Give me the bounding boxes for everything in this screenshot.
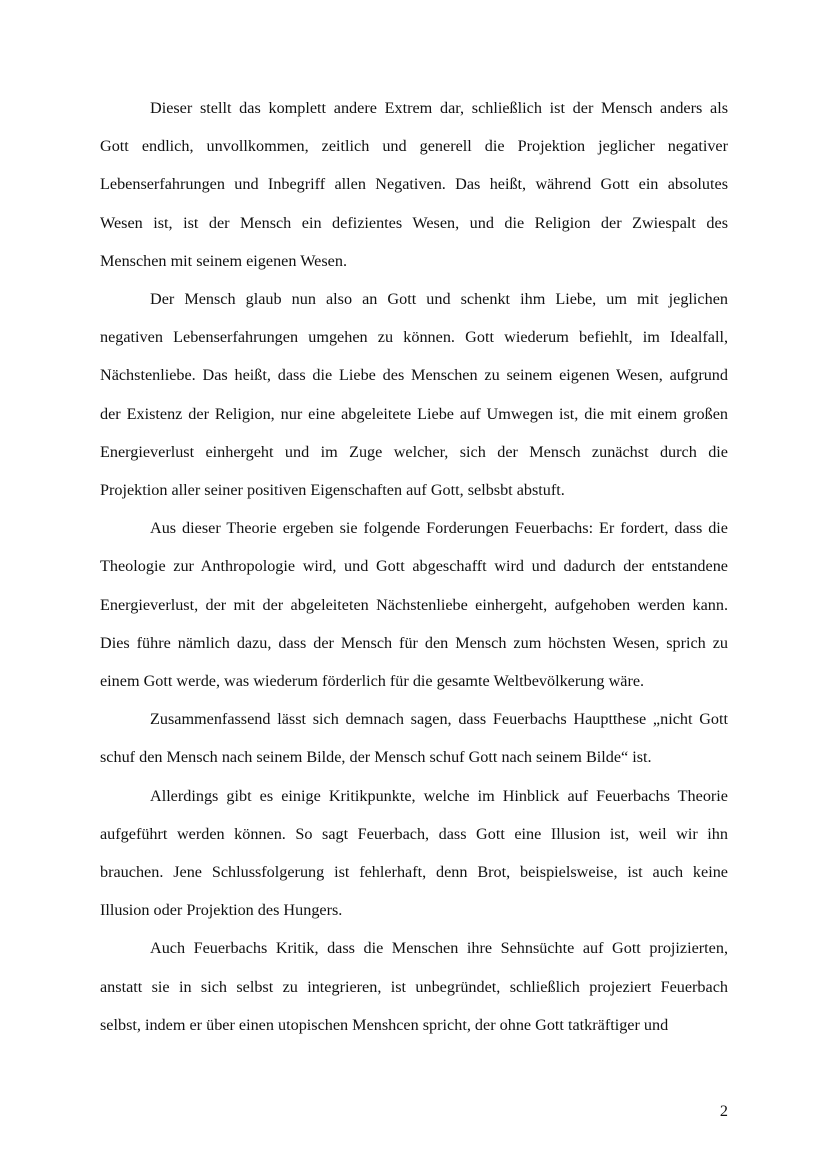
paragraph: [100, 280, 728, 509]
paragraph: [100, 777, 728, 930]
text-line: Zusammenfassend lässt sich demnach sagen, dass Feuerbachs Hauptthese „nicht Gott: [150, 710, 728, 729]
text-line: Energieverlust einhergeht und im Zuge welcher, sich der Mensch zunächst durch die: [100, 442, 728, 461]
text-line: Nächstenliebe. Das heißt, dass die Liebe des Menschen zu seinem eigenen Wesen, aufgrund: [100, 366, 728, 385]
paragraph: [100, 700, 728, 776]
text-line: Auch Feuerbachs Kritik, dass die Menschen ihre Sehnsüchte auf Gott projizierten,: [150, 939, 728, 958]
page-number: 2: [719, 1102, 728, 1120]
text-line: selbst, indem er über einen utopischen Menshcen spricht, der ohne Gott tatkräftiger und: [100, 1015, 669, 1034]
text-line: brauchen. Jene Schlussfolgerung ist fehlerhaft, denn Brot, beispielsweise, ist auch keine: [100, 863, 728, 882]
body-text: [100, 89, 728, 1044]
text-line: Wesen ist, ist der Mensch ein defizientes Wesen, und die Religion der Zwiespalt des: [100, 213, 728, 232]
text-line: Theologie zur Anthropologie wird, und Gott abgeschafft wird und dadurch der entstandene: [100, 557, 728, 576]
text-line: Gott endlich, unvollkommen, zeitlich und generell die Projektion jeglicher negativer: [100, 137, 728, 156]
text-line: aufgeführt werden können. So sagt Feuerbach, dass Gott eine Illusion ist, weil wir ihn: [100, 824, 728, 843]
text-line: Energieverlust, der mit der abgeleiteten Nächstenliebe einhergeht, aufgehoben werden kann.: [100, 595, 728, 614]
text-line: Aus dieser Theorie ergeben sie folgende Forderungen Feuerbachs: Er fordert, dass die: [150, 519, 728, 538]
text-line: Lebenserfahrungen und Inbegriff allen Negativen. Das heißt, während Gott ein absolutes: [100, 175, 728, 194]
text-line: Projektion aller seiner positiven Eigenschaften auf Gott, selbsbt abstuft.: [100, 481, 565, 500]
text-line: der Existenz der Religion, nur eine abgeleitete Liebe auf Umwegen ist, die mit einem großen: [100, 404, 728, 423]
text-line: Allerdings gibt es einige Kritikpunkte, welche im Hinblick auf Feuerbachs Theorie: [150, 786, 728, 805]
text-line: anstatt sie in sich selbst zu integrieren, ist unbegründet, schließlich projeziert Feuerbach: [100, 977, 728, 996]
text-line: schuf den Mensch nach seinem Bilde, der Mensch schuf Gott nach seinem Bilde“ ist.: [100, 748, 652, 767]
text-line: Der Mensch glaub nun also an Gott und schenkt ihm Liebe, um mit jeglichen: [150, 290, 728, 309]
text-line: einem Gott werde, was wiederum förderlich für die gesamte Weltbevölkerung wäre.: [100, 672, 645, 691]
text-line: negativen Lebenserfahrungen umgehen zu können. Gott wiederum befiehlt, im Idealfall,: [100, 328, 728, 347]
paragraph: [100, 89, 728, 280]
text-line: Illusion oder Projektion des Hungers.: [100, 901, 343, 920]
text-line: Dieser stellt das komplett andere Extrem dar, schließlich ist der Mensch anders als: [150, 99, 728, 117]
text-line: Menschen mit seinem eigenen Wesen.: [100, 251, 347, 270]
paragraph: [100, 929, 728, 1044]
paragraph: [100, 509, 728, 700]
text-line: Dies führe nämlich dazu, dass der Mensch für den Mensch zum höchsten Wesen, sprich zu: [100, 633, 728, 652]
